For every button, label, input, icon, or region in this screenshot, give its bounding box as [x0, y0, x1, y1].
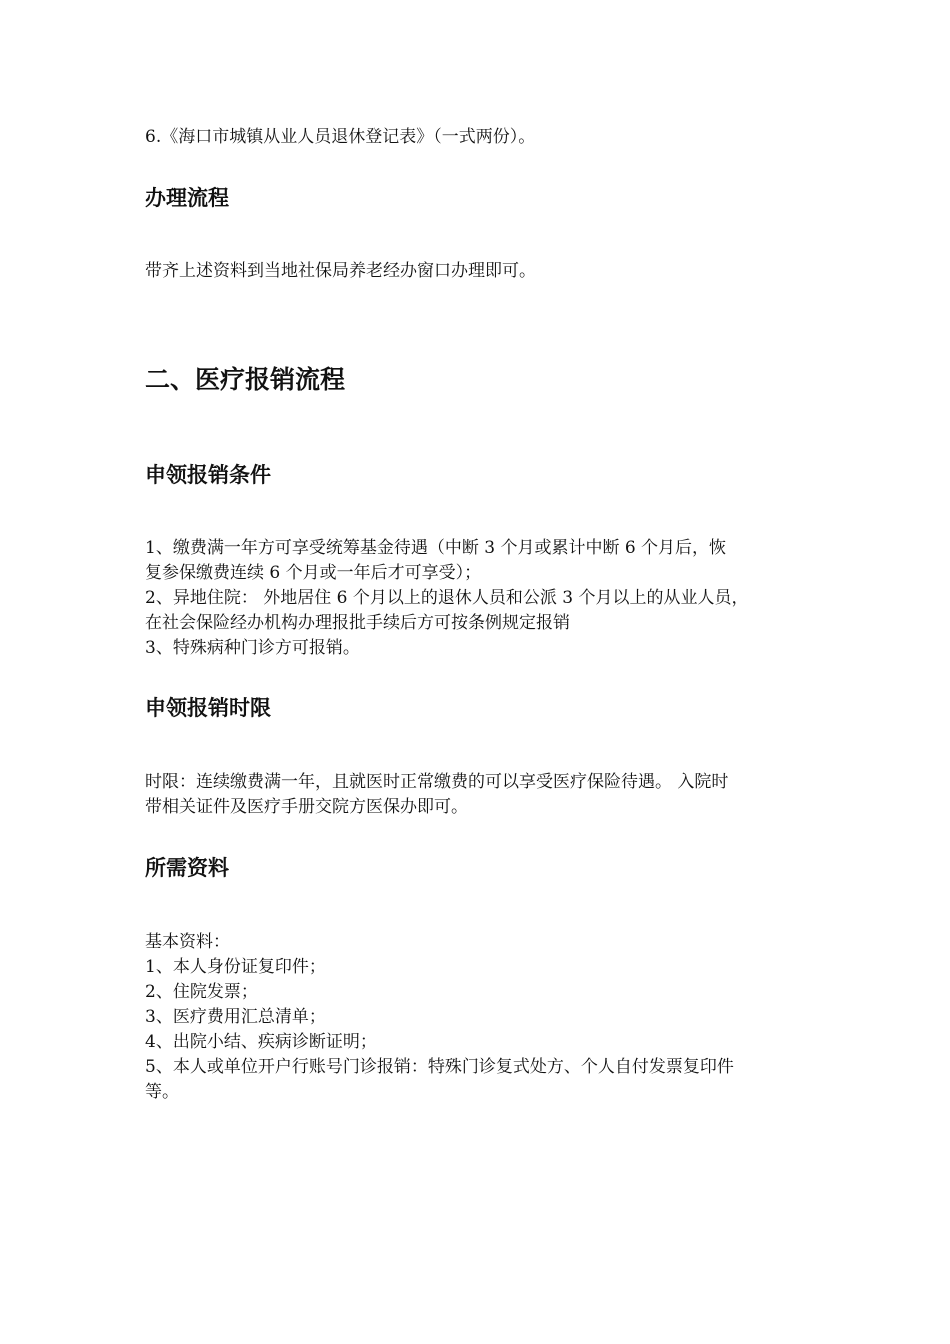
- materials-heading: 所需资料: [145, 855, 229, 880]
- time-limit-line: 时限：连续缴费满一年，且就医时正常缴费的可以享受医疗保险待遇。 入院时: [145, 772, 729, 792]
- materials-line: 5、本人或单位开户行账号门诊报销：特殊门诊复式处方、个人自付发票复印件: [145, 1057, 734, 1077]
- time-limit-heading: 申领报销时限: [145, 695, 271, 720]
- procedure-heading: 办理流程: [145, 185, 229, 210]
- conditions-line: 1、缴费满一年方可享受统筹基金待遇（中断 3 个月或累计中断 6 个月后，恢: [145, 538, 727, 558]
- intro-text: 6.《海口市城镇从业人员退休登记表》（一式两份）。: [145, 127, 536, 147]
- materials-line: 基本资料：: [145, 932, 230, 952]
- materials-line: 2、住院发票；: [145, 982, 258, 1002]
- procedure-text: 带齐上述资料到当地社保局养老经办窗口办理即可。: [145, 261, 536, 281]
- conditions-heading: 申领报销条件: [145, 462, 271, 487]
- time-limit-text: [145, 770, 815, 820]
- conditions-line: 复参保缴费连续 6 个月或一年后才可享受）；: [145, 563, 482, 583]
- intro-line: [145, 125, 815, 150]
- materials-line: 3、医疗费用汇总清单；: [145, 1007, 326, 1027]
- materials-line: 4、出院小结、疾病诊断证明；: [145, 1032, 377, 1052]
- materials-line: 1、本人身份证复印件；: [145, 957, 326, 977]
- conditions-line: 3、特殊病种门诊方可报销。: [145, 638, 360, 658]
- conditions-line: 在社会保险经办机构办理报批手续后方可按条例规定报销: [145, 613, 570, 633]
- materials-list: [145, 930, 815, 1105]
- materials-line: 等。: [145, 1082, 179, 1102]
- time-limit-line: 带相关证件及医疗手册交院方医保办即可。: [145, 797, 468, 817]
- conditions-line: 2、异地住院： 外地居住 6 个月以上的退休人员和公派 3 个月以上的从业人员，: [145, 588, 749, 608]
- conditions-list: [145, 536, 815, 661]
- section2-title: 二、医疗报销流程: [145, 365, 346, 394]
